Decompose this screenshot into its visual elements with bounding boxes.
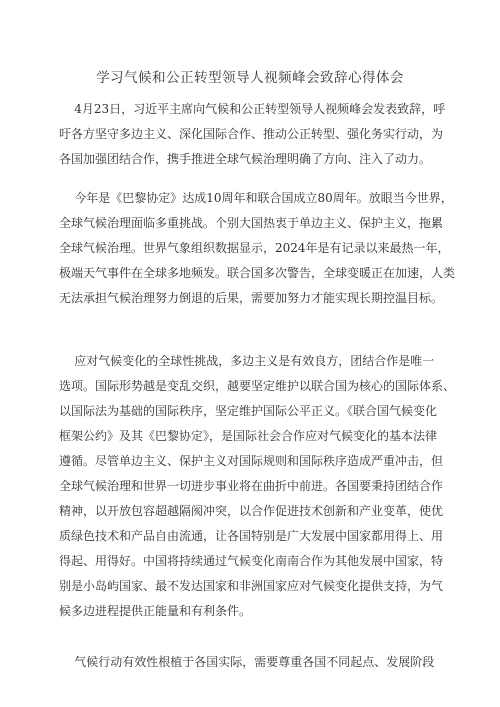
paragraph-line: 4月23日，习近平主席向气候和公正转型领导人视频峰会发表致辞，呼 — [59, 102, 446, 116]
paragraph-line: 全球气候治理和世界一切进步事业将在曲折中前进。各国要秉持团结合作 — [59, 479, 444, 493]
paragraph-line: 遵循。尽管单边主义、保护主义对国际规则和国际秩序造成严重冲击，但 — [59, 454, 444, 468]
paragraph-line: 得起、用得好。中国将持续通过气候变化南南合作为其他发展中国家，特 — [59, 554, 444, 568]
paragraph-line: 全球气候治理面临多重挑战。个别大国热衷于单边主义、保护主义，拖累 — [59, 216, 444, 230]
paragraph-line: 无法承担气候治理努力倒退的后果，需要加努力才能实现长期控温目标。 — [59, 291, 444, 305]
paragraph-line: 今年是《巴黎协定》达成10周年和联合国成立80周年。放眼当今世界， — [59, 191, 453, 205]
paragraph-line: 全球气候治理。世界气象组织数据显示，2024年是有记录以来最热一年， — [59, 241, 450, 255]
paragraph-line: 框架公约》及其《巴黎协定》，是国际社会合作应对气候变化的基本法律 — [59, 429, 438, 443]
document-title: 学习气候和公正转型领导人视频峰会致辞心得体会 — [96, 70, 404, 86]
paragraph-line: 吁各方坚守多边主义、深化国际合作、推动公正转型、强化务实行动，为 — [59, 127, 444, 141]
paragraph-line: 候多边进程提供正能量和有利条件。 — [59, 604, 252, 618]
paragraph-2 — [59, 186, 459, 311]
paragraph-line: 精神，以开放包容超越隔阂冲突，以合作促进技术创新和产业变革，使优 — [59, 504, 444, 518]
paragraph-line: 各国加强团结合作，携手推进全球气候治理明确了方向、注入了动力。 — [59, 152, 432, 166]
paragraph-line: 气候行动有效性根植于各国实际，需要尊重各国不同起点、发展阶段 — [59, 655, 435, 669]
paragraph-line: 应对气候变化的全球性挑战，多边主义是有效良方，团结合作是唯一 — [59, 354, 435, 368]
paragraph-3 — [59, 349, 459, 624]
paragraph-4 — [59, 650, 459, 675]
paragraph-line: 别是小岛屿国家、最不发达国家和非洲国家应对气候变化提供支持，为气 — [59, 579, 444, 593]
paragraph-1 — [59, 97, 459, 172]
paragraph-line: 极端天气事件在全球多地频发。联合国多次警告，全球变暖正在加速，人类 — [59, 266, 456, 280]
paragraph-line: 以国际法为基础的国际秩序，坚定维护国际公平正义。《联合国气候变化 — [59, 404, 438, 418]
paragraph-line: 选项。国际形势越是变乱交织，越要坚定维护以联合国为核心的国际体系、 — [59, 379, 456, 393]
paragraph-line: 质绿色技术和产品自由流通，让各国特别是广大发展中国家都用得上、用 — [59, 529, 444, 543]
